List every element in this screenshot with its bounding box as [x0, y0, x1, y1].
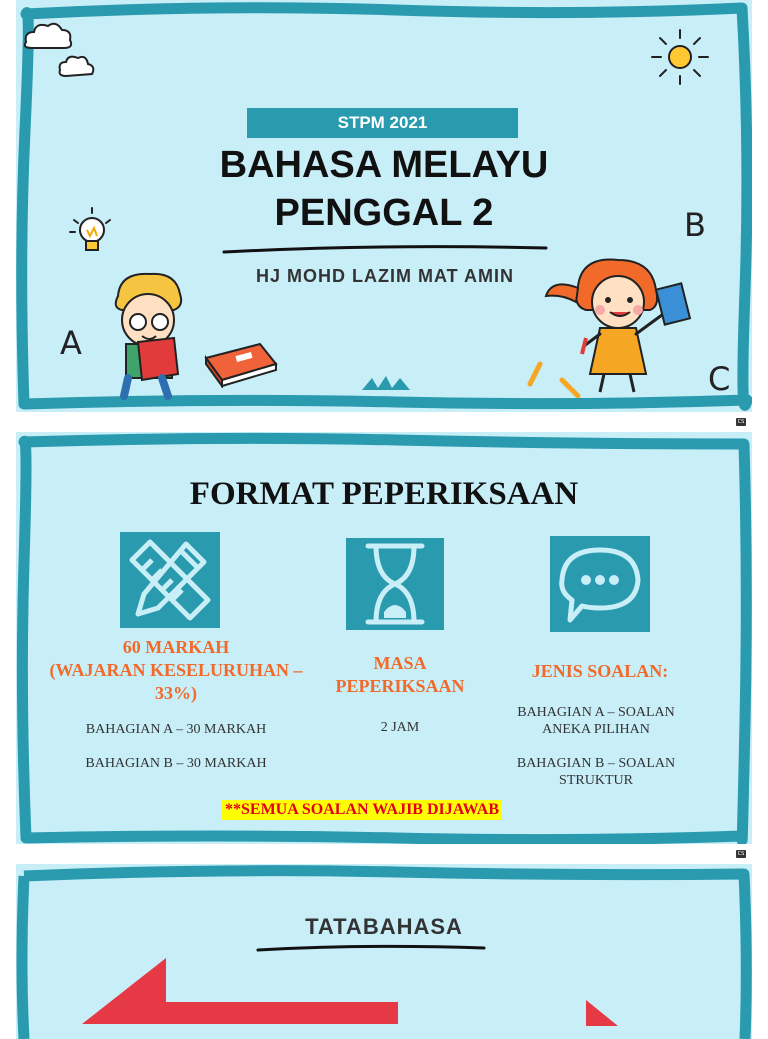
marks-heading-line-1: 60 MARKAH	[122, 637, 230, 657]
letter-c: C	[708, 360, 731, 398]
pencils-illustration	[526, 358, 586, 398]
section-a-question-type: BAHAGIAN A – SOALAN ANEKA PILIHAN	[517, 705, 675, 737]
exam-time-heading-line-2: PEPERIKSAAN	[335, 676, 465, 696]
chat-bubble-icon	[550, 536, 650, 632]
title-slide	[16, 0, 752, 412]
grammar-slide	[16, 864, 752, 1039]
author-name: HJ MOHD LAZIM MAT AMIN	[256, 266, 514, 286]
exam-format-slide	[16, 432, 752, 844]
cloud-icon	[20, 20, 100, 84]
exam-duration: 2 JAM	[380, 720, 420, 735]
exam-time-heading	[300, 652, 500, 698]
marks-heading	[36, 636, 316, 705]
grass-illustration	[360, 374, 412, 392]
marks-heading-line-2: (WAJARAN KESELURUHAN –	[49, 660, 303, 680]
title-underline	[256, 942, 486, 954]
pencil-ruler-icon	[120, 532, 220, 628]
section-b-question-type: BAHAGIAN B – SOALAN STRUKTUR	[516, 756, 676, 788]
slide-title: TATABAHASA	[305, 914, 463, 939]
title-line-1: BAHASA MELAYU	[219, 144, 549, 186]
mandatory-note: **SEMUA SOALAN WAJIB DIJAWAB	[222, 800, 502, 820]
letter-a: A	[60, 324, 82, 362]
hourglass-icon	[346, 538, 444, 630]
exam-time-heading-line-1: MASA	[373, 653, 427, 673]
section-b-marks: BAHAGIAN B – 30 MARKAH	[85, 756, 267, 771]
letter-b: B	[684, 206, 706, 244]
question-type-heading: JENIS SOALAN:	[531, 661, 669, 681]
cs-badge-1: CS	[737, 419, 745, 425]
section-a-marks: BAHAGIAN A – 30 MARKAH	[85, 722, 267, 737]
exam-year-label: STPM 2021	[247, 108, 518, 138]
cs-badge-2: CS	[737, 851, 745, 857]
left-arrow-shape	[82, 954, 402, 1024]
books-illustration	[202, 338, 282, 388]
sun-icon	[648, 24, 712, 90]
title-underline	[222, 242, 548, 258]
slide-title: FORMAT PEPERIKSAAN	[189, 476, 579, 512]
boy-reading-illustration	[98, 266, 218, 406]
title-line-2: PENGGAL 2	[274, 192, 494, 234]
marks-heading-line-3: 33%)	[155, 683, 197, 703]
